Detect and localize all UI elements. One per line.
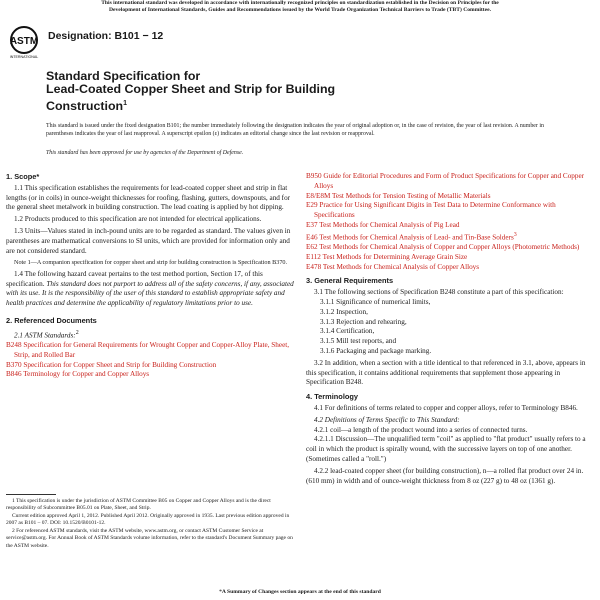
list-item: 3.1.5 Mill test reports, and (320, 337, 397, 346)
svg-text:INTERNATIONAL: INTERNATIONAL (9, 55, 39, 59)
ref-item[interactable] (306, 192, 594, 202)
ref-title: Test Methods for Chemical Analysis of Copper and Copper Alloys (Photometric Methods) (319, 242, 580, 251)
approved-note: This standard has been approved for use by agencies of the Department of Defense. (46, 150, 244, 156)
ref-item[interactable] (306, 221, 594, 231)
ref-title: Test Methods for Chemical Analysis of Pig Lead (319, 220, 460, 229)
note-1: Note 1—A companion specification for copper sheet and strip for building construction is Specification B370. (14, 259, 288, 267)
astm-logo-icon (6, 24, 42, 65)
footnotes (6, 498, 296, 550)
ref-code-link[interactable]: B950 (306, 172, 322, 180)
para-4-2-1: 4.2.1 coil—a length of the product wound into a series of connected turns. (314, 425, 528, 434)
list-item: 3.1.6 Packaging and package marking. (320, 346, 432, 355)
ref-title: Test Methods for Chemical Analysis of Lead- and Tin-Base Solders (319, 233, 514, 242)
ref-title: Test Methods for Tension Testing of Metallic Materials (332, 191, 491, 200)
ref-code-link[interactable]: B370 (6, 360, 22, 369)
ref-code-link[interactable]: B846 (6, 370, 22, 379)
ref-item[interactable] (306, 231, 594, 243)
ref-item[interactable] (6, 370, 294, 380)
para-4-2: 4.2 Definitions of Terms Specific to This Standard: (314, 415, 460, 424)
ref-title: Specification for Copper Sheet and Strip for Building Construction (23, 360, 217, 369)
ref-footnote-mark: 3 (513, 231, 517, 238)
title-line-3: Construction (46, 98, 124, 113)
development-notice (0, 0, 600, 14)
ref-title: Terminology for Copper and Copper Alloys (23, 370, 150, 379)
para-1-4-text: 1.4 The following hazard caveat pertains to the test method portion, Section 17, of this specification. (6, 269, 263, 288)
ref-title: Test Methods for Chemical Analysis of Copper Alloys (322, 262, 480, 271)
para-2-1-text: 2.1 ASTM Standards: (14, 331, 76, 340)
list-item: 3.1.2 Inspection, (320, 307, 368, 316)
ref-item[interactable] (6, 341, 294, 361)
svg-text:ASTM: ASTM (9, 36, 39, 47)
left-column (6, 172, 294, 380)
para-1-2: 1.2 Products produced to this specification are not intended for electrical applications. (14, 215, 262, 224)
ref-code-link[interactable]: E478 (306, 262, 322, 271)
para-4-1: 4.1 For definitions of terms related to copper and copper alloys, refer to Terminology B846. (314, 403, 578, 412)
ref-item[interactable] (306, 243, 594, 253)
para-3-1: 3.1 The following sections of Specification B248 constitute a part of this specification: (314, 288, 564, 297)
issued-note: This standard is issued under the fixed designation B101; the number immediately following the designation indicates the year of original adoption or, in the case of revision, the year of last revision. A number in parentheses indicates the year of last reapproval. A superscript epsilon (ε) indicates an editorial change since the last revision or reapproval. (46, 123, 544, 138)
title-footnote-mark: 1 (123, 99, 127, 107)
para-4-2-1-1: 4.2.1.1 Discussion—The unqualified term "coil" as applied to "flat product" usually refers to a coil in which the product is spirally wound, with the successive layers on top of one another. (Sometimes called a "roll.") (306, 435, 586, 463)
ref-item[interactable] (306, 263, 594, 273)
list-item: 3.1.3 Rejection and rehearing, (320, 317, 407, 326)
para-1-3: 1.3 Units—Values stated in inch-pound units are to be regarded as standard. The values given in parentheses are mathematical conversions to SI units, which are provided for information only and are not considered standard. (6, 226, 291, 255)
ref-code-link[interactable]: E62 (306, 242, 318, 251)
footnote-1-edition: Current edition approved April 1, 2012. Published April 2012. Originally approved in 1935. Last previous edition approved in 2007 as B101 – 07. DOI: 10.1520/B0101-12. (6, 512, 290, 526)
list-item: 3.1.4 Certification, (320, 327, 375, 336)
footnote-2: 2 For referenced ASTM standards, visit the ASTM website, www.astm.org, or contact ASTM Customer Service at service@astm.org. For Annual Book of ASTM Standards volume information, refer to the standard's Document Summary page on the ASTM website. (6, 528, 293, 549)
section-3-heading: 3. General Requirements (306, 276, 394, 286)
ref-title: Practice for Using Significant Digits in Test Data to Determine Conformance with Specifications (314, 201, 556, 220)
ref-item[interactable] (306, 201, 594, 221)
document-title (46, 70, 516, 113)
list-item: 3.1.1 Significance of numerical limits, (320, 297, 431, 306)
ref-code-link[interactable]: E37 (306, 220, 318, 229)
ref-code-link[interactable]: E29 (306, 201, 318, 210)
footnote-1: 1 This specification is under the jurisdiction of ASTM Committee B05 on Copper and Copper Alloys and is the direct responsibility of Subcommittee B05.01 on Plate, Sheet, and Strip. (6, 498, 271, 512)
ref-title: Guide for Editorial Procedures and Form of Product Specifications for Copper and Copper Alloys (314, 172, 585, 190)
ref-code-link[interactable]: E112 (306, 252, 321, 261)
section-1-heading: 1. Scope* (6, 172, 40, 181)
section-2-heading: 2. Referenced Documents (6, 315, 97, 325)
para-4-2-2: 4.2.2 lead-coated copper sheet (for building construction), n—a rolled flat product over 24 in. (610 mm) in width and of ounce-weight thickness from 8 oz (227 g) to 48 oz (1361 g). (306, 466, 584, 485)
para-1-4 (6, 270, 294, 309)
designation: Designation: B101 − 12 (48, 30, 164, 42)
section-4-heading: 4. Terminology (306, 392, 359, 402)
para-2-1-mark: 2 (75, 329, 79, 336)
ref-title: Test Methods for Determining Average Grain Size (322, 252, 468, 261)
ref-code-link[interactable]: E46 (306, 233, 318, 242)
ref-code-link[interactable]: E8/E8M (306, 191, 331, 200)
ref-code-link[interactable]: B248 (6, 340, 22, 349)
summary-of-changes-note: *A Summary of Changes section appears at the end of this standard (219, 589, 381, 595)
ref-item[interactable] (306, 172, 594, 192)
title-line-2: Lead-Coated Copper Sheet and Strip for Building (46, 82, 336, 97)
title-line-1: Standard Specification for (46, 69, 201, 83)
para-1-1: 1.1 This specification establishes the requirements for lead-coated copper sheet and strip in flat lengths (or in coils) in ounce-weight thicknesses for roofing, flashing, gutters, downspouts, and for the general sheet metalwork in building construction. The lead coating is applied by hot dipping. (6, 183, 291, 212)
notice-line-1: This international standard was developed in accordance with internationally recognized principles on standardization established in the Decision on Principles for the (101, 0, 499, 6)
notice-line-2: Development of International Standards, Guides and Recommendations issued by the World Trade Organization Technical Barriers to Trade (TBT) Committee. (108, 7, 492, 13)
para-3-2: 3.2 In addition, when a section with a title identical to that referenced in 3.1, above, appears in this specification, it contains additional requirements that supplement those appearing in Specification B248. (306, 358, 586, 387)
para-2-1 (6, 329, 294, 341)
right-column (306, 172, 594, 486)
safety-caveat: This standard does not purport to address all of the safety concerns, if any, associated with its use. It is the responsibility of the user of this standard to establish appropriate safety and health practices and determine the applicability of regulatory limitations prior to use. (6, 279, 294, 308)
ref-item[interactable] (306, 253, 594, 263)
ref-item[interactable] (6, 361, 294, 371)
footnote-divider (6, 494, 56, 495)
ref-title: Specification for General Requirements for Wrought Copper and Copper-Alloy Plate, Sheet, Strip, and Rolled Bar (14, 340, 290, 359)
